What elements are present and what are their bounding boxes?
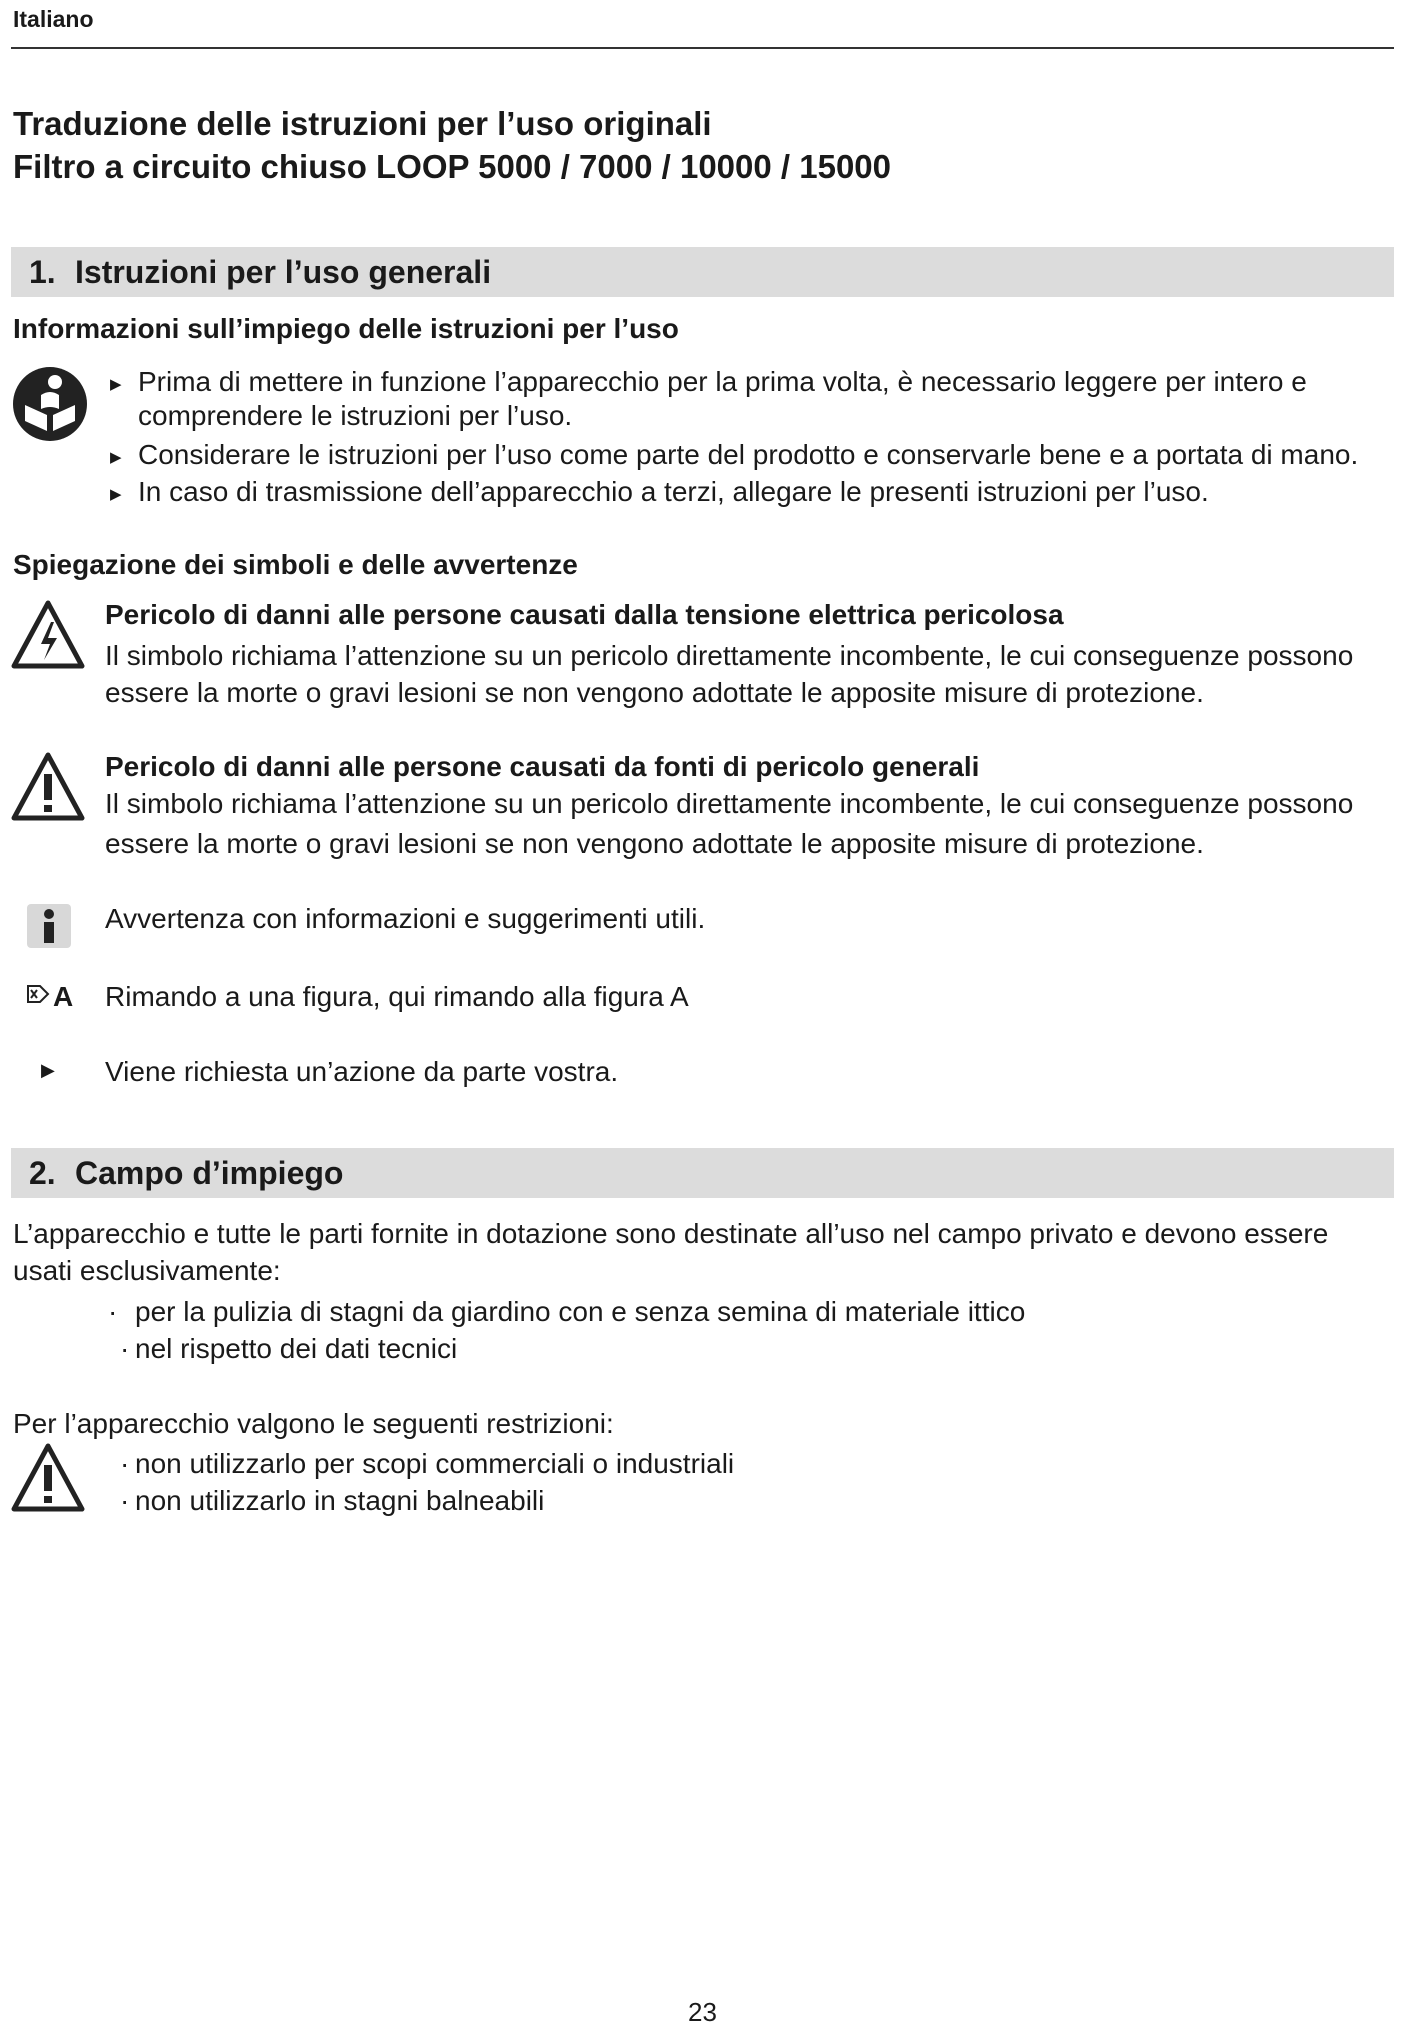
warning-electrical-line1: Il simbolo richiama l’attenzione su un pericolo direttamente incombente, le cui conseguenze possono	[105, 640, 1354, 671]
bullet-3: In caso di trasmissione dell’apparecchio a terzi, allegare le presenti istruzioni per l’uso.	[138, 476, 1209, 507]
section2-title: Campo d’impiego	[75, 1155, 344, 1191]
section2-intro-line2: usati esclusivamente:	[13, 1255, 281, 1286]
bullet-arrow-icon: ▶	[110, 376, 122, 393]
subheading-symbols: Spiegazione dei simboli e delle avvertenze	[13, 549, 578, 580]
header-divider	[11, 47, 1394, 49]
use-bullet-dot: ·	[108, 1296, 118, 1327]
document-title-line1: Traduzione delle istruzioni per l’uso originali	[13, 105, 712, 142]
warning-general-line2: essere la morte o gravi lesioni se non vengono adottate le apposite misure di protezione.	[105, 828, 1204, 859]
bullet-1-line2: comprendere le istruzioni per l’uso.	[138, 400, 573, 431]
restriction-bullet-dot: ·	[120, 1448, 130, 1479]
section1-number: 1.	[29, 254, 56, 290]
restriction-bullet-dot: ·	[120, 1485, 130, 1516]
restriction-item-1: non utilizzarlo per scopi commerciali o industriali	[135, 1448, 735, 1479]
use-item-2: nel rispetto dei dati tecnici	[135, 1333, 458, 1364]
general-warning-icon	[11, 752, 85, 822]
use-item-1: per la pulizia di stagni da giardino con e senza semina di materiale ittico	[135, 1296, 1026, 1327]
warning-general-title: Pericolo di danni alle persone causati da fonti di pericolo generali	[105, 751, 980, 782]
restriction-item-2: non utilizzarlo in stagni balneabili	[135, 1485, 545, 1516]
info-description: Avvertenza con informazioni e suggerimenti utili.	[105, 903, 706, 934]
action-arrow-icon: ▶	[41, 1060, 55, 1080]
bullet-2: Considerare le istruzioni per l’uso come parte del prodotto e conservarle bene e a portata di mano.	[138, 439, 1359, 470]
warning-electrical-line2: essere la morte o gravi lesioni se non vengono adottate le apposite misure di protezione.	[105, 677, 1204, 708]
read-manual-icon	[11, 365, 89, 443]
section1-title: Istruzioni per l’uso generali	[75, 254, 492, 290]
warning-general-line1: Il simbolo richiama l’attenzione su un pericolo direttamente incombente, le cui conseguenze possono	[105, 788, 1354, 819]
document-title-line2: Filtro a circuito chiuso LOOP 5000 / 7000 / 10000 / 15000	[13, 148, 891, 185]
section1-header	[11, 247, 1394, 297]
warning-electrical-title: Pericolo di danni alle persone causati dalla tensione elettrica pericolosa	[105, 599, 1064, 630]
restriction-warning-icon	[11, 1443, 85, 1513]
language-label: Italiano	[13, 6, 94, 32]
figure-reference-description: Rimando a una figura, qui rimando alla figura A	[105, 981, 689, 1012]
bullet-arrow-icon: ▶	[110, 449, 122, 466]
info-icon	[26, 903, 72, 949]
section2-header	[11, 1148, 1394, 1198]
action-description: Viene richiesta un’azione da parte vostra.	[105, 1056, 619, 1087]
use-bullet-dot: ·	[120, 1333, 130, 1364]
section2-number: 2.	[29, 1155, 56, 1191]
subheading-instructions-usage: Informazioni sull’impiego delle istruzioni per l’uso	[13, 313, 679, 344]
figure-reference-label: A	[53, 981, 74, 1012]
electrical-hazard-icon	[11, 600, 85, 670]
bullet-1-line1: Prima di mettere in funzione l’apparecchio per la prima volta, è necessario leggere per intero e	[138, 366, 1307, 397]
section2-intro-line1: L’apparecchio e tutte le parti fornite in dotazione sono destinate all’uso nel campo privato e devono essere	[13, 1218, 1329, 1249]
page-number: 23	[688, 1997, 717, 2027]
figure-reference-icon	[26, 983, 50, 1005]
restrictions-intro: Per l’apparecchio valgono le seguenti restrizioni:	[13, 1408, 614, 1439]
bullet-arrow-icon: ▶	[110, 486, 122, 503]
